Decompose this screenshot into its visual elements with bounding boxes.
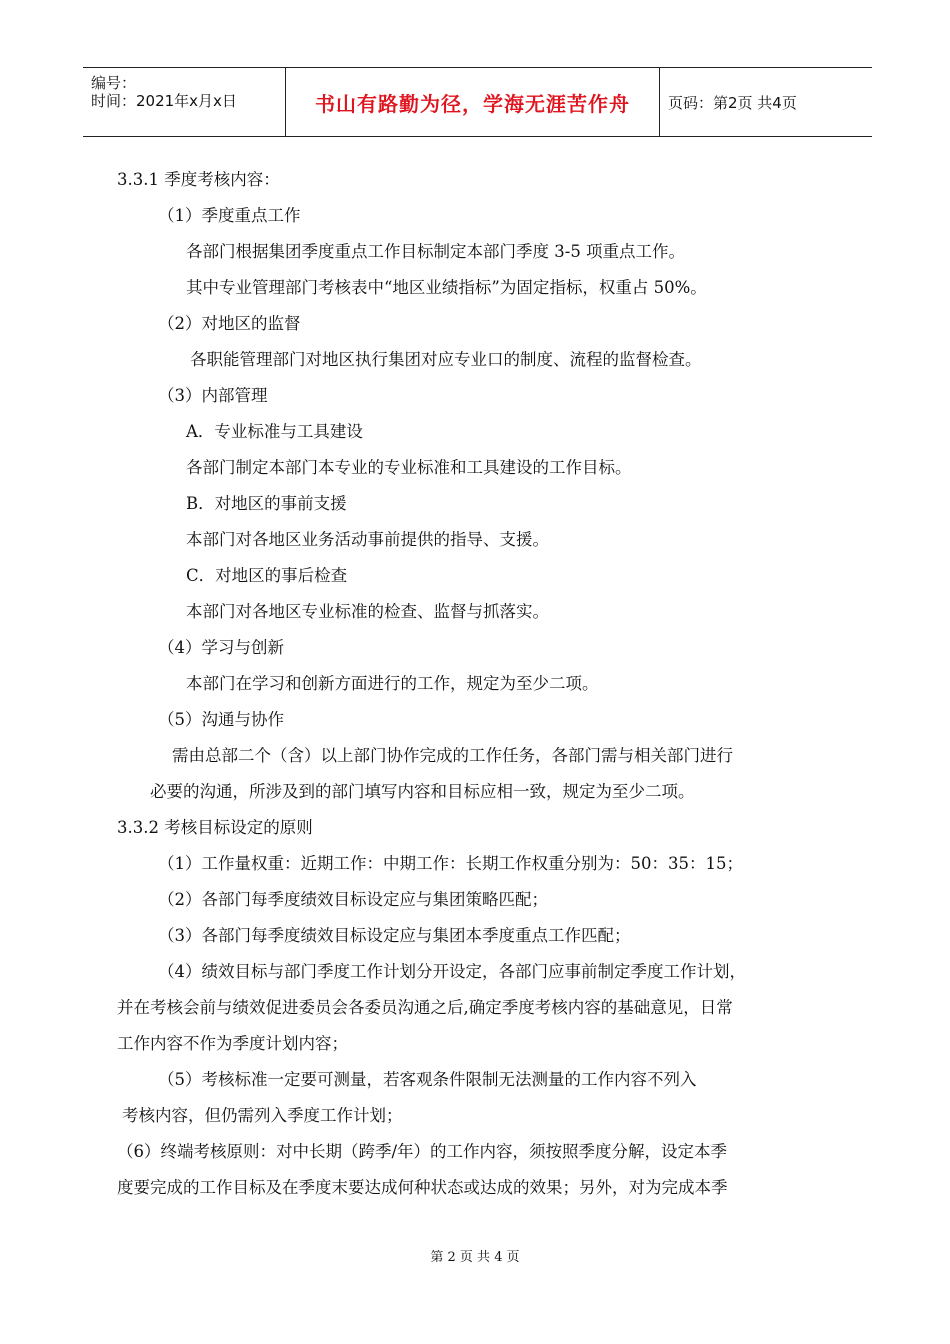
item-heading: A．专业标准与工具建设 — [186, 422, 363, 441]
paragraph-line: 考核内容，但仍需列入季度工作计划； — [122, 1106, 403, 1125]
paragraph-line: 度要完成的工作目标及在季度末要达成何种状态或达成的效果；另外，对为完成本季 — [117, 1178, 728, 1197]
subsection-heading: （5）沟通与协作 — [158, 710, 284, 729]
time-label: 时间：2021年x月x日 — [91, 92, 237, 110]
paragraph-line: 本部门对各地区专业标准的检查、监督与抓落实。 — [186, 602, 549, 621]
paragraph-line: （6）终端考核原则：对中长期（跨季/年）的工作内容，须按照季度分解，设定本季 — [117, 1142, 728, 1161]
subsection-heading: （1）季度重点工作 — [158, 206, 301, 225]
subsection-heading: （3）内部管理 — [158, 386, 268, 405]
paragraph-line: （1）工作量权重：近期工作：中期工作：长期工作权重分别为：50：35：15； — [158, 854, 743, 873]
paragraph-line: （5）考核标准一定要可测量，若客观条件限制无法测量的工作内容不列入 — [158, 1070, 697, 1089]
item-heading: B．对地区的事前支援 — [186, 494, 347, 513]
paragraph-line: （4）绩效目标与部门季度工作计划分开设定，各部门应事前制定季度工作计划， — [158, 962, 746, 981]
section-heading: 3.3.2 考核目标设定的原则 — [117, 818, 313, 837]
section-heading: 3.3.1 季度考核内容： — [117, 170, 280, 189]
paragraph-line: 本部门在学习和创新方面进行的工作，规定为至少二项。 — [186, 674, 599, 693]
paragraph-line: （2）各部门每季度绩效目标设定应与集团策略匹配； — [158, 890, 548, 909]
paragraph-line: 各部门根据集团季度重点工作目标制定本部门季度 3-5 项重点工作。 — [186, 242, 686, 261]
number-label: 编号： — [91, 74, 137, 92]
paragraph-line: 工作内容不作为季度计划内容； — [117, 1034, 348, 1053]
paragraph-line: （3）各部门每季度绩效目标设定应与集团本季度重点工作匹配； — [158, 926, 631, 945]
document-header — [83, 67, 872, 137]
header-page-info: 页码：第2页 共4页 — [668, 93, 797, 112]
subsection-heading: （4）学习与创新 — [158, 638, 284, 657]
item-heading: C．对地区的事后检查 — [186, 566, 348, 585]
paragraph-line: 各职能管理部门对地区执行集团对应专业口的制度、流程的监督检查。 — [190, 350, 702, 369]
header-meta-cell — [83, 68, 286, 136]
paragraph-line: 并在考核会前与绩效促进委员会各委员沟通之后,确定季度考核内容的基础意见，日常 — [117, 998, 733, 1017]
subsection-heading: （2）对地区的监督 — [158, 314, 301, 333]
paragraph-line: 本部门对各地区业务活动事前提供的指导、支援。 — [186, 530, 549, 549]
paragraph-line: 需由总部二个（含）以上部门协作完成的工作任务，各部门需与相关部门进行 — [172, 746, 733, 765]
paragraph-line: 必要的沟通，所涉及到的部门填写内容和目标应相一致，规定为至少二项。 — [150, 782, 695, 801]
paragraph-line: 其中专业管理部门考核表中“地区业绩指标”为固定指标，权重占 50%。 — [186, 278, 707, 297]
header-motto: 书山有路勤为径，学海无涯苦作舟 — [286, 68, 660, 136]
page-footer: 第 2 页 共 4 页 — [430, 1250, 520, 1265]
paragraph-line: 各部门制定本部门本专业的专业标准和工具建设的工作目标。 — [186, 458, 632, 477]
